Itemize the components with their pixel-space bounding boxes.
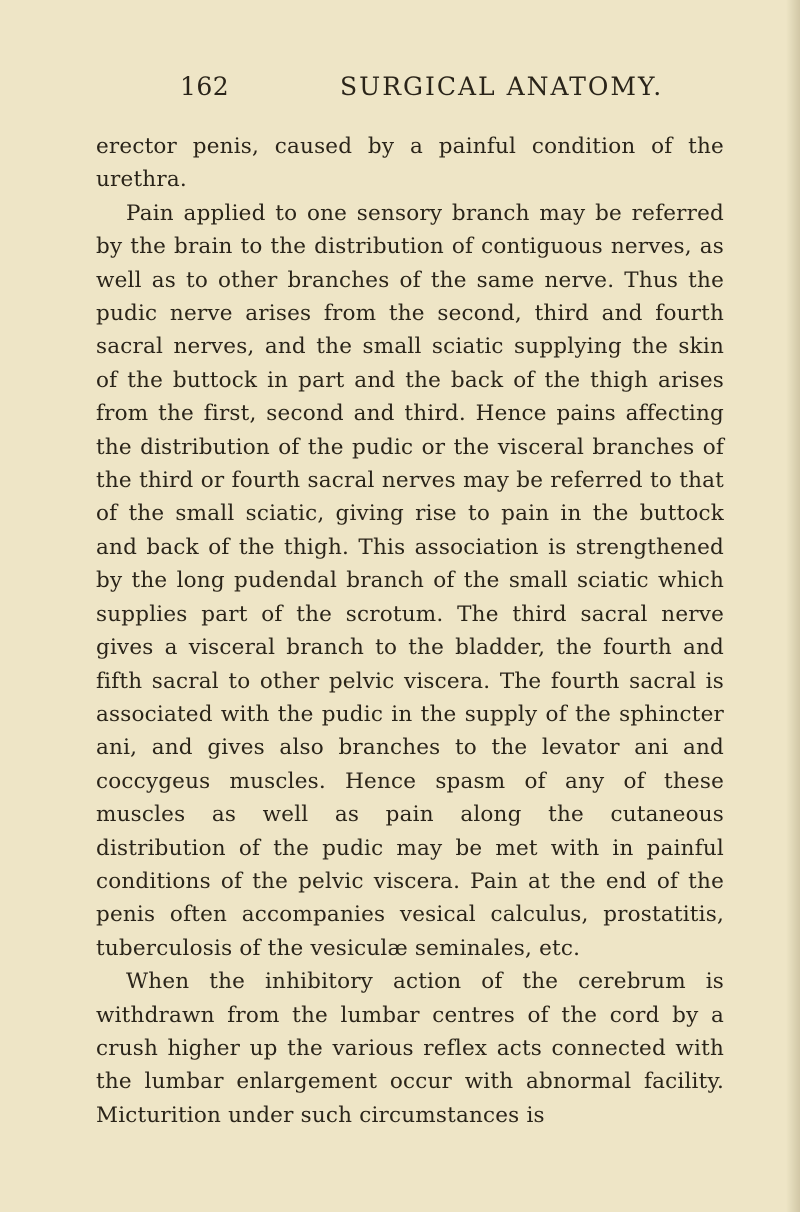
page-edge-shadow (786, 0, 800, 1212)
body-text (96, 130, 724, 1132)
running-head: SURGICAL ANATOMY. (340, 72, 664, 101)
page-header (180, 72, 740, 112)
paragraph-referred-pain: Pain applied to one sensory branch may be referred by the brain to the distribution of contiguous nerves, as well as to other branches of the same nerve. Thus the pudic nerve arises from the second, third and fourth sacral nerves, and the small sciatic supplying the skin of the buttock in part and the back of the thigh arises from the first, second and third. Hence pains affecting the distribution of the pudic or the visceral branches of the third or fourth sacral nerves may be referred to that of the small sciatic, giving rise to pain in the buttock and back of the thigh. This association is strengthened by the long pudendal branch of the small sciatic which supplies part of the scrotum. The third sacral nerve gives a visceral branch to the bladder, the fourth and fifth sacral to other pelvic viscera. The fourth sacral is associated with the pudic in the supply of the sphincter ani, and gives also branches to the levator ani and coccygeus muscles. Hence spasm of any of these muscles as well as pain along the cutaneous distribution of the pudic may be met with in painful conditions of the pelvic viscera. Pain at the end of the penis often accompanies vesical calculus, prostatitis, tuberculosis of the vesiculæ seminales, etc. (96, 200, 724, 961)
paragraph-continuation: erector penis, caused by a painful condition of the urethra. (96, 134, 724, 193)
page-number: 162 (180, 72, 230, 101)
paragraph-inhibitory-action: When the inhibitory action of the cerebrum is withdrawn from the lumbar centres of the cord by a crush higher up the various reflex acts connected with the lumbar enlargement occur with abnormal facility. Micturition under such circumstances is (96, 969, 724, 1128)
